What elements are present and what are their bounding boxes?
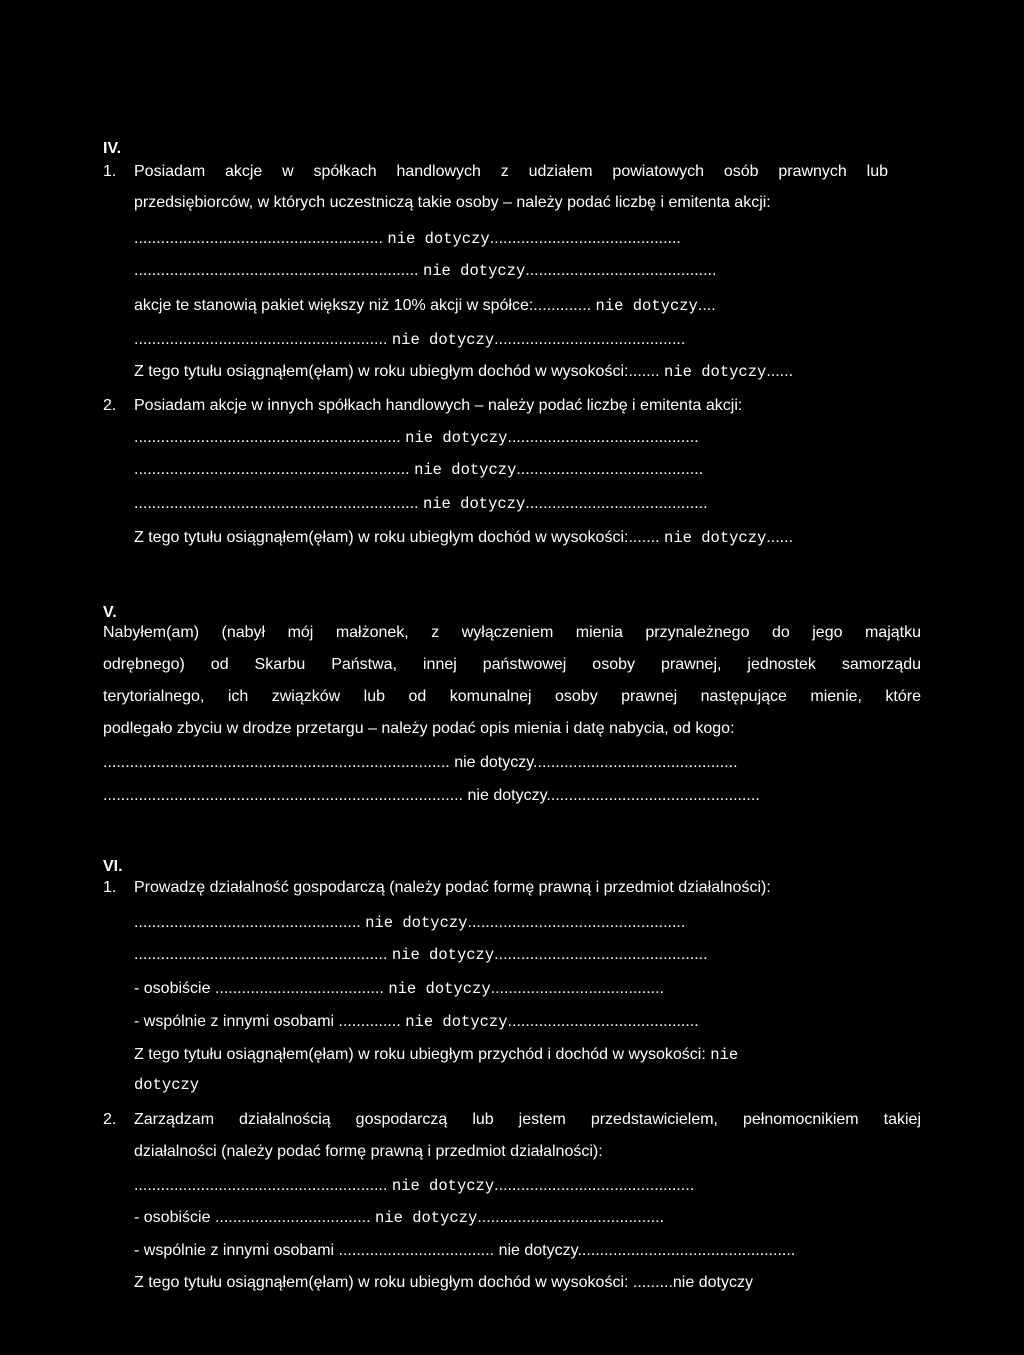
vi-1-answer-line-1: ................................................... nie dotyczy................................................. [134, 914, 686, 932]
vi-1-answer-line-2: ......................................................... nie dotyczy................................................ [134, 946, 708, 964]
item-vi-2-number: 2. [103, 1111, 117, 1128]
item-iv-1-text-line1: Posiadam akcje w spółkach handlowych z udziałem powiatowych osób prawnych lub [134, 163, 888, 180]
vi-1-income-line: Z tego tytułu osiągnąłem(ęłam) w roku ubiegłym przychód i dochód w wysokości: nie [134, 1046, 739, 1064]
iv-1-answer-line-3: ......................................................... nie dotyczy........................................... [134, 331, 686, 349]
vi-1-income-value-cont: dotyczy [134, 1076, 200, 1094]
vi-2-jointly-line: - wspólnie z innymi osobami ................................... nie dotyczy................................................. [134, 1242, 796, 1259]
section-v-text-line4: podlegało zbyciu w drodze przetargu – należy podać opis mienia i datę nabycia, od kogo: [103, 720, 735, 737]
iv-1-answer-line-2: ................................................................ nie dotyczy........................................... [134, 262, 717, 280]
item-iv-1-text-line2: przedsiębiorców, w których uczestniczą takie osoby – należy podać liczbę i emitenta akcji: [134, 194, 771, 211]
item-iv-1-number: 1. [103, 163, 117, 180]
iv-2-income-line: Z tego tytułu osiągnąłem(ęłam) w roku ubiegłym dochód w wysokości:....... nie dotyczy...... [134, 529, 794, 547]
section-v-text-line2: odrębnego) od Skarbu Państwa, innej państwowej osoby prawnej, jednostek samorządu [103, 656, 921, 673]
section-vi-heading: VI. [103, 858, 123, 875]
item-vi-1-text: Prowadzę działalność gospodarczą (należy podać formę prawną i przedmiot działalności): [134, 879, 771, 896]
iv-1-income-line: Z tego tytułu osiągnąłem(ęłam) w roku ubiegłym dochód w wysokości:....... nie dotyczy...... [134, 363, 794, 381]
item-vi-2-text-line1: Zarządzam działalnością gospodarczą lub jestem przedstawicielem, pełnomocnikiem takiej [134, 1111, 921, 1128]
v-answer-line-2: ................................................................................. nie dotyczy................................................ [103, 787, 760, 804]
section-v-text-line1: Nabyłem(am) (nabył mój małżonek, z wyłączeniem mienia przynależnego do jego majątku [103, 624, 921, 641]
vi-1-personally-line: - osobiście ...................................... nie dotyczy....................................... [134, 980, 665, 998]
item-vi-2-text-line2: działalności (należy podać formę prawną i przedmiot działalności): [134, 1143, 603, 1160]
item-iv-2-number: 2. [103, 397, 117, 414]
vi-1-jointly-line: - wspólnie z innymi osobami .............. nie dotyczy........................................... [134, 1013, 699, 1031]
iv-2-answer-line-3: ................................................................ nie dotyczy......................................... [134, 495, 708, 513]
item-iv-2-text: Posiadam akcje w innych spółkach handlowych – należy podać liczbę i emitenta akcji: [134, 397, 743, 414]
item-vi-1-number: 1. [103, 879, 117, 896]
iv-1-answer-line-1: ........................................................ nie dotyczy........................................... [134, 230, 681, 248]
v-answer-line-1: .............................................................................. nie dotyczy.............................................. [103, 754, 738, 771]
vi-2-personally-line: - osobiście ................................... nie dotyczy.......................................... [134, 1209, 665, 1227]
section-iv-heading: IV. [103, 140, 122, 157]
vi-2-income-line: Z tego tytułu osiągnąłem(ęłam) w roku ubiegłym dochód w wysokości: .........nie dotyczy [134, 1274, 753, 1291]
vi-2-answer-line-1: ......................................................... nie dotyczy............................................. [134, 1177, 695, 1195]
section-v-text-line3: terytorialnego, ich związków lub od komunalnej osoby prawnej następujące mienie, które [103, 688, 921, 705]
iv-1-package-line: akcje te stanowią pakiet większy niż 10% akcji w spółce:............. nie dotyczy.... [134, 297, 716, 315]
iv-2-answer-line-1: ............................................................ nie dotyczy........................................... [134, 429, 699, 447]
iv-2-answer-line-2: .............................................................. nie dotyczy.......................................... [134, 461, 704, 479]
section-v-heading: V. [103, 604, 117, 621]
